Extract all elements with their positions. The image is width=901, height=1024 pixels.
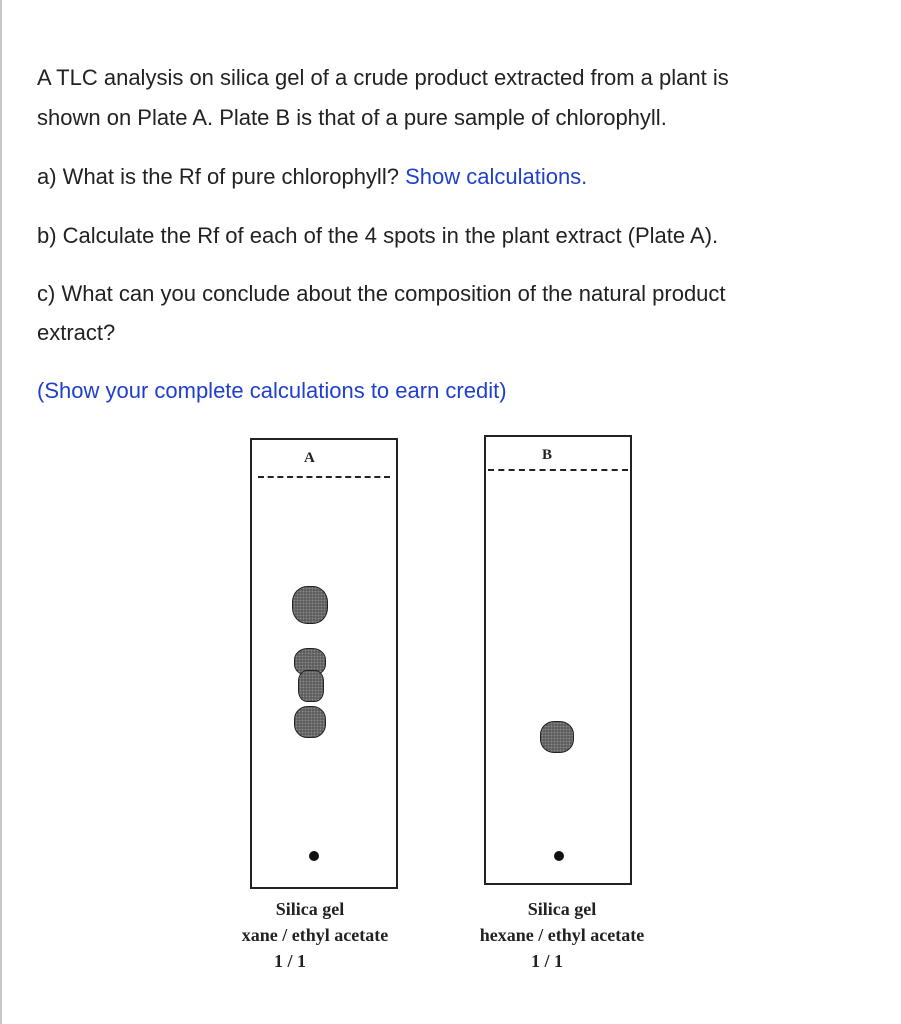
solvent-front-line	[488, 469, 628, 471]
spot-a4	[294, 706, 326, 738]
intro-line-2: shown on Plate A. Plate B is that of a pure sample of chlorophyll.	[37, 105, 667, 130]
plate-b-label: B	[542, 447, 553, 463]
plate-a-stationary: Silica gel	[275, 899, 345, 919]
part-c-line-1: c) What can you conclude about the composition of the natural product	[37, 281, 726, 306]
spot-a3	[298, 670, 324, 702]
plate-b-stationary: Silica gel	[527, 899, 597, 919]
show-calculations-text: Show calculations.	[405, 164, 588, 189]
tlc-plate-a	[250, 438, 398, 889]
credit-note: (Show your complete calculations to earn credit)	[37, 378, 507, 403]
left-border	[0, 0, 2, 1024]
origin-spot	[309, 851, 319, 861]
plate-a-label: A	[304, 450, 315, 466]
solvent-front-line	[258, 476, 390, 478]
plate-b-caption	[457, 896, 667, 974]
spot-a1	[292, 586, 328, 624]
plate-a-caption	[200, 896, 420, 974]
part-a	[37, 157, 587, 196]
plate-a-ratio: 1 / 1	[273, 951, 306, 971]
plate-b-solvent: hexane / ethyl acetate	[479, 925, 645, 945]
tlc-plate-b	[484, 435, 632, 885]
intro-line-1: A TLC analysis on silica gel of a crude product extracted from a plant is	[37, 65, 729, 90]
plate-a-solvent: xane / ethyl acetate	[241, 925, 389, 945]
part-a-text: a) What is the Rf of pure chlorophyll?	[37, 164, 399, 189]
spot-b1	[540, 721, 574, 753]
part-b: b) Calculate the Rf of each of the 4 spots in the plant extract (Plate A).	[37, 223, 719, 248]
part-c-line-2: extract?	[37, 320, 116, 345]
plate-b-ratio: 1 / 1	[530, 951, 563, 971]
origin-spot	[554, 851, 564, 861]
